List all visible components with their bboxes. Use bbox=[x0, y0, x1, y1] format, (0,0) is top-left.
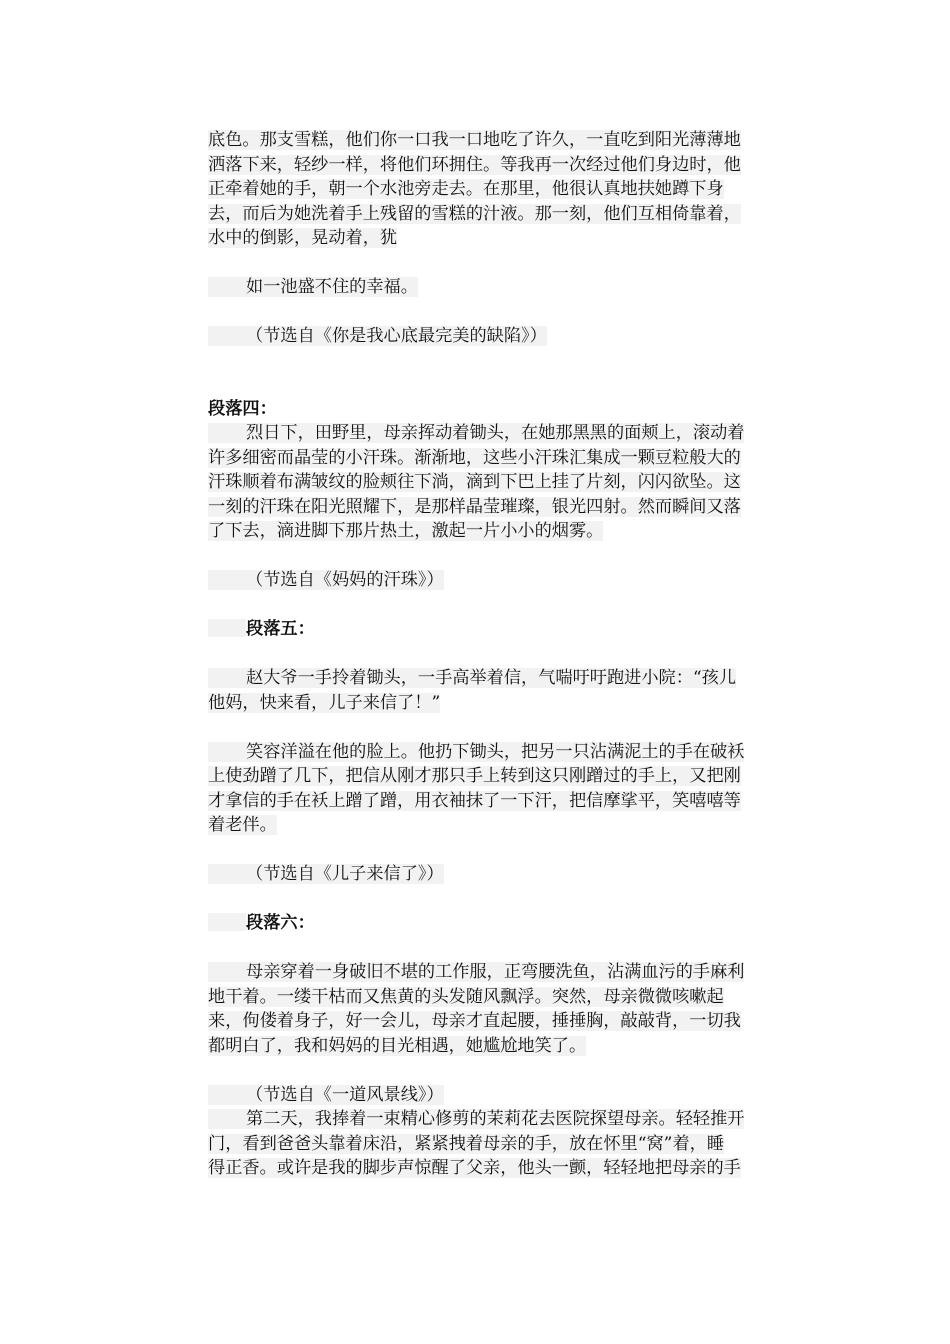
section-heading: 段落五： bbox=[208, 617, 802, 642]
text-line: 烈日下，田野里，母亲挥动着锄头，在她那黑黑的面颊上，滚动着 bbox=[208, 421, 802, 446]
text-line: 着老伴。 bbox=[208, 815, 277, 835]
text-line: 正牵着她的手，朝一个水池旁走去。在那里，他很认真地扶她蹲下身 bbox=[208, 179, 724, 199]
text-line: 笑容洋溢在他的脸上。他扔下锄头，把另一只沾满泥土的手在破袄 bbox=[208, 740, 802, 765]
section-heading: 段落六： bbox=[208, 911, 802, 936]
text-line: 来，佝偻着身子，好一会儿，母亲才直起腰，捶捶胸，敲敲背，一切我 bbox=[208, 1011, 741, 1031]
text-line: 了下去，滴进脚下那片热土，激起一片小小的烟雾。 bbox=[208, 521, 604, 541]
source-citation: （节选自《一道风景线》） bbox=[208, 1083, 802, 1108]
text-line: 上使劲蹭了几下，把信从刚才那只手上转到这只刚蹭过的手上，又把刚 bbox=[208, 766, 741, 786]
text-line: 水中的倒影，晃动着，犹 bbox=[208, 228, 398, 248]
text-line: 他妈，快来看，儿子来信了！” bbox=[208, 692, 441, 713]
text-line: 底色。那支雪糕，他们你一口我一口地吃了许久，一直吃到阳光薄薄地 bbox=[208, 130, 741, 150]
section-heading: 段落四： bbox=[208, 398, 277, 419]
text-line: 得正香。或许是我的脚步声惊醒了父亲，他头一颤，轻轻地把母亲的手 bbox=[208, 1158, 741, 1178]
text-line: 一刻的汗珠在阳光照耀下，是那样晶莹璀璨，银光四射。然而瞬间又落 bbox=[208, 496, 741, 517]
paragraph-ending: 如一池盛不住的幸福。 bbox=[208, 275, 802, 300]
section-5-paragraph-1 bbox=[208, 666, 802, 715]
source-citation: （节选自《妈妈的汗珠》） bbox=[208, 568, 802, 593]
text-line: 母亲穿着一身破旧不堪的工作服，正弯腰洗鱼，沾满血污的手麻利 bbox=[208, 960, 802, 985]
section-4-paragraph bbox=[208, 421, 802, 544]
text-line: 门，看到爸爸头靠着床沿，紧紧拽着母亲的手，放在怀里“窝”着，睡 bbox=[208, 1133, 725, 1154]
section-5-paragraph-2 bbox=[208, 740, 802, 838]
text-line: 洒落下来，轻纱一样，将他们环拥住。等我再一次经过他们身边时，他 bbox=[208, 154, 741, 175]
document-body bbox=[208, 128, 802, 1181]
text-line: 第二天，我捧着一束精心修剪的茉莉花去医院探望母亲。轻轻推开 bbox=[208, 1107, 802, 1132]
section-7-paragraph bbox=[208, 1107, 802, 1181]
text-line: 去，而后为她洗着手上残留的雪糕的汁液。那一刻，他们互相倚靠着， bbox=[208, 203, 741, 224]
source-citation: （节选自《你是我心底最完美的缺陷》） bbox=[208, 324, 802, 349]
text-line: 都明白了，我和妈妈的目光相遇，她尴尬地笑了。 bbox=[208, 1035, 587, 1056]
text-line: 许多细密而晶莹的小汗珠。渐渐地，这些小汗珠汇集成一颗豆粒般大的 bbox=[208, 447, 741, 468]
section-6-paragraph bbox=[208, 960, 802, 1058]
source-citation: （节选自《儿子来信了》） bbox=[208, 862, 802, 887]
text-line: 才拿信的手在袄上蹭了蹭，用衣袖抹了一下汗，把信摩挲平，笑嘻嘻等 bbox=[208, 790, 741, 811]
text-line: 汗珠顺着布满皱纹的脸颊往下淌，滴到下巴上挂了片刻，闪闪欲坠。这 bbox=[208, 472, 741, 492]
paragraph-continued bbox=[208, 128, 802, 251]
text-line: 赵大爷一手拎着锄头，一手高举着信，气喘吁吁跑进小院：“孩儿 bbox=[208, 666, 802, 691]
text-line: 地干着。一缕干枯而又焦黄的头发随风飘浮。突然，母亲微微咳嗽起 bbox=[208, 986, 724, 1007]
